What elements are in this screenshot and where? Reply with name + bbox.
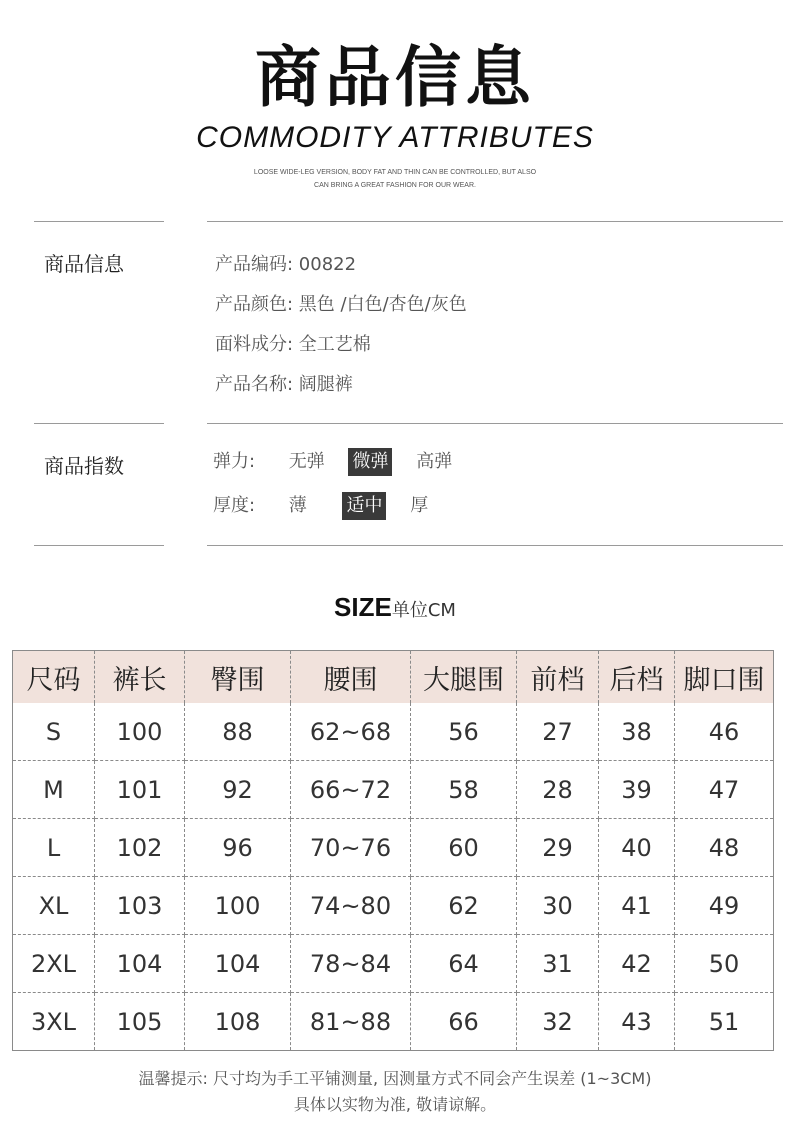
table-cell: 31 xyxy=(517,935,599,993)
table-cell: 88 xyxy=(185,703,291,761)
table-cell: S xyxy=(13,703,95,761)
note-line-1: 温馨提示: 尺寸均为手工平铺测量, 因测量方式不同会产生误差 (1~3CM) xyxy=(138,1069,652,1088)
table-cell: 39 xyxy=(599,761,675,819)
table-cell: 64 xyxy=(411,935,517,993)
table-cell: 29 xyxy=(517,819,599,877)
header-size: 尺码 xyxy=(13,651,95,704)
page-subtitle: COMMODITY ATTRIBUTES xyxy=(196,121,594,154)
elasticity-option-none: 无弹 xyxy=(288,451,325,472)
table-row xyxy=(13,993,774,1051)
table-cell: 108 xyxy=(185,993,291,1051)
table-cell: 43 xyxy=(599,993,675,1051)
size-heading xyxy=(0,592,790,623)
table-cell: 62 xyxy=(411,877,517,935)
table-cell: 32 xyxy=(517,993,599,1051)
table-cell: 66~72 xyxy=(291,761,411,819)
divider-right-top xyxy=(207,221,783,222)
table-cell: 2XL xyxy=(13,935,95,993)
table-cell: 78~84 xyxy=(291,935,411,993)
table-cell: 41 xyxy=(599,877,675,935)
note-line-2: 具体以实物为准, 敬请谅解。 xyxy=(293,1095,497,1114)
table-cell: 103 xyxy=(95,877,185,935)
info-line-color: 产品颜色: 黑色 /白色/杏色/灰色 xyxy=(215,294,467,315)
divider-left-mid xyxy=(34,423,164,424)
table-cell: 47 xyxy=(675,761,774,819)
divider-right-mid xyxy=(207,423,783,424)
table-cell: 40 xyxy=(599,819,675,877)
thickness-row xyxy=(213,492,446,520)
header-hip: 臀围 xyxy=(185,651,291,704)
tagline-line-2: CAN BRING A GREAT FASHION FOR OUR WEAR. xyxy=(314,182,476,189)
size-heading-title: SIZE xyxy=(334,592,392,622)
elasticity-option-high: 高弹 xyxy=(416,451,453,472)
table-cell: 92 xyxy=(185,761,291,819)
table-cell: 38 xyxy=(599,703,675,761)
table-cell: 30 xyxy=(517,877,599,935)
table-cell: 58 xyxy=(411,761,517,819)
size-table-header-row xyxy=(13,651,774,704)
tagline xyxy=(0,166,790,192)
table-cell: 101 xyxy=(95,761,185,819)
table-cell: 27 xyxy=(517,703,599,761)
header-back-rise: 后档 xyxy=(599,651,675,704)
table-cell: 46 xyxy=(675,703,774,761)
elasticity-row xyxy=(213,448,470,476)
info-section-label: 商品信息 xyxy=(44,252,124,276)
info-line-code: 产品编码: 00822 xyxy=(215,254,357,275)
thickness-option-thick: 厚 xyxy=(410,495,429,516)
thickness-label: 厚度: xyxy=(213,495,256,516)
info-line-fabric: 面料成分: 全工艺棉 xyxy=(215,334,371,355)
index-section-label: 商品指数 xyxy=(44,454,124,478)
tagline-line-1: LOOSE WIDE-LEG VERSION, BODY FAT AND THIN CAN BE CONTROLLED, BUT ALSO xyxy=(253,169,537,176)
header-waist: 腰围 xyxy=(291,651,411,704)
table-cell: 102 xyxy=(95,819,185,877)
table-cell: 62~68 xyxy=(291,703,411,761)
table-row xyxy=(13,703,774,761)
table-cell: 28 xyxy=(517,761,599,819)
page-title: 商品信息 xyxy=(255,39,535,116)
table-cell: 42 xyxy=(599,935,675,993)
header-front-rise: 前档 xyxy=(517,651,599,704)
table-cell: 49 xyxy=(675,877,774,935)
table-cell: 100 xyxy=(95,703,185,761)
table-cell: 74~80 xyxy=(291,877,411,935)
table-row xyxy=(13,877,774,935)
table-cell: 50 xyxy=(675,935,774,993)
divider-left-bottom xyxy=(34,545,164,546)
table-cell: 3XL xyxy=(13,993,95,1051)
table-cell: 104 xyxy=(185,935,291,993)
table-cell: 100 xyxy=(185,877,291,935)
table-row xyxy=(13,761,774,819)
table-cell: 56 xyxy=(411,703,517,761)
table-cell: 81~88 xyxy=(291,993,411,1051)
thickness-option-medium-selected: 适中 xyxy=(342,492,386,520)
header-length: 裤长 xyxy=(95,651,185,704)
table-row xyxy=(13,819,774,877)
thickness-option-thin: 薄 xyxy=(288,495,307,516)
header-thigh: 大腿围 xyxy=(411,651,517,704)
table-cell: 96 xyxy=(185,819,291,877)
table-cell: XL xyxy=(13,877,95,935)
elasticity-label: 弹力: xyxy=(213,451,256,472)
table-cell: L xyxy=(13,819,95,877)
table-cell: 48 xyxy=(675,819,774,877)
size-heading-unit: 单位CM xyxy=(391,600,456,621)
table-cell: 104 xyxy=(95,935,185,993)
table-cell: 66 xyxy=(411,993,517,1051)
elasticity-option-slight-selected: 微弹 xyxy=(348,448,392,476)
table-cell: 51 xyxy=(675,993,774,1051)
table-cell: 70~76 xyxy=(291,819,411,877)
info-line-name: 产品名称: 阔腿裤 xyxy=(215,374,353,395)
table-cell: M xyxy=(13,761,95,819)
header-leg-opening: 脚口围 xyxy=(675,651,774,704)
table-cell: 60 xyxy=(411,819,517,877)
table-row xyxy=(13,935,774,993)
table-cell: 105 xyxy=(95,993,185,1051)
divider-left-top xyxy=(34,221,164,222)
size-table xyxy=(12,650,774,1051)
divider-right-bottom xyxy=(207,545,783,546)
